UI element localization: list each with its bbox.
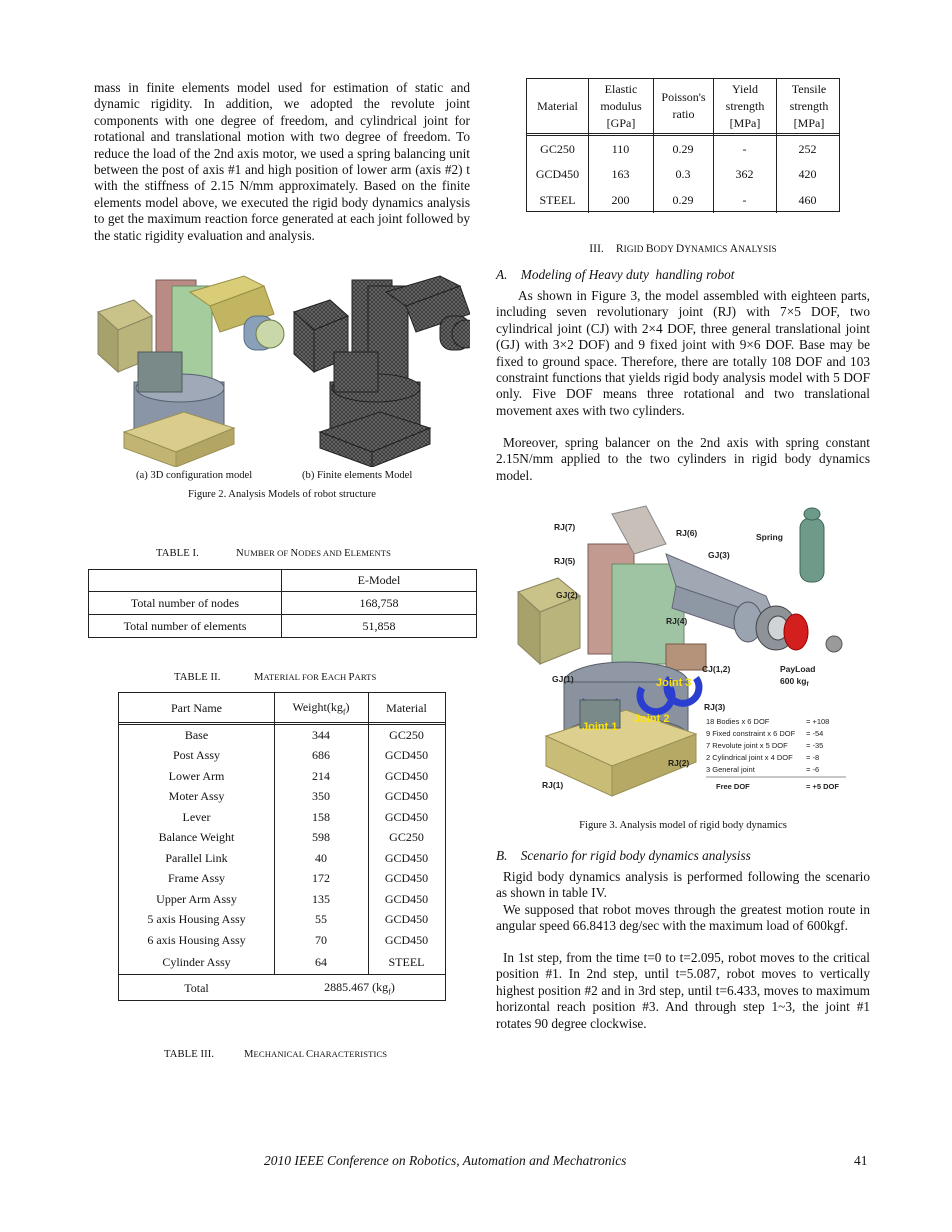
table-2-cell: 344 xyxy=(312,727,330,742)
table-3-header-material: Material xyxy=(537,98,578,113)
label-gj2: GJ(2) xyxy=(556,590,578,600)
table-2-cell: 40 xyxy=(315,850,327,865)
dof-row-value: = -54 xyxy=(806,729,824,738)
label-gj3: GJ(3) xyxy=(708,550,730,560)
table-2-cell: Base xyxy=(184,727,209,742)
paragraph-a1: As shown in Figure 3, the model assembled with eighteen parts, including seven revolutionary joint (RJ) with 7×5 DOF, two cylindrical joint (CJ) with 2×4 DOF, three general translational joint (GJ) with 3×2 DOF) and 9 fixed joint with 9×6 DOF. Base may be fixed to ground space. Therefore, there are totally 108 DOF and 103 constraint functions that yields rigid body analysis model with 5 DOF only. Five DOF means three rotational and two translational movement axes with two cylinders. xyxy=(496,288,870,418)
subsection-b-heading: B. Scenario for rigid body dynamics analysiss xyxy=(496,848,751,863)
table-2-cell: GCD450 xyxy=(384,748,429,763)
table-2-cell: Post Assy xyxy=(172,748,221,763)
table-row xyxy=(119,766,445,787)
dof-row-value: = +108 xyxy=(806,717,830,726)
table-2-cell: 598 xyxy=(312,830,330,845)
paragraph-b3: In 1st step, from the time t=0 to t=2.095, robot moves to the critical position #1. In 2nd step, until t=5.087, robot moves to vertically highest position #2 and in 3rd step, until t=6.433, moves to maximum horizontal reach position #3. And through step 1~3, the joint #1 rotates 90 degree clockwise. xyxy=(496,950,870,1031)
label-joint1: Joint 1 xyxy=(582,721,618,733)
table-2-cell: STEEL xyxy=(388,954,425,969)
table-2-cell: 55 xyxy=(315,912,327,927)
dof-row-label: 2 Cylindrical joint x 4 DOF xyxy=(706,753,793,762)
label-rj2: RJ(2) xyxy=(668,758,690,768)
table-2-cell: 70 xyxy=(315,932,327,947)
figure-2-images xyxy=(94,262,470,467)
robot-models-illustration xyxy=(94,262,470,467)
robot-fe-model xyxy=(294,276,470,467)
table-row xyxy=(119,746,445,767)
table-2-cell: Moter Assy xyxy=(168,789,225,804)
table-2-cell: 158 xyxy=(312,809,330,824)
table-row xyxy=(527,136,839,162)
table-2-cell: GCD450 xyxy=(384,871,429,886)
table-1-caption: NUMBER OF NODES AND ELEMENTS xyxy=(236,548,391,559)
table-2-cell: 214 xyxy=(312,768,330,783)
table-row xyxy=(119,910,445,931)
table-3-header-poisson: Poisson's ratio xyxy=(661,90,706,121)
table-2-header-material: Material xyxy=(386,700,427,715)
paragraph-a2: Moreover, spring balancer on the 2nd axis with spring constant 2.15N/mm applied to the two cylinders in rigid body dynamics model. xyxy=(496,435,870,483)
label-rj5: RJ(5) xyxy=(554,556,576,566)
table-2-total-label: Total xyxy=(184,980,209,995)
table-3-label: TABLE III. xyxy=(164,1049,215,1060)
table-1-cell: Total number of nodes xyxy=(89,592,282,615)
label-rj4: RJ(4) xyxy=(666,616,688,626)
table-row xyxy=(527,187,839,213)
table-3-cell: - xyxy=(742,141,747,156)
table-2-cell: 64 xyxy=(315,954,327,969)
table-2-label: TABLE II. xyxy=(174,672,221,683)
table-2-cell: Lower Arm xyxy=(168,768,225,783)
table-3-cell: 0.29 xyxy=(672,192,694,207)
footer-conference: 2010 IEEE Conference on Robotics, Automation and Mechatronics xyxy=(264,1153,627,1168)
label-joint2: Joint 2 xyxy=(634,713,670,725)
table-1-label: TABLE I. xyxy=(156,548,199,559)
table-1 xyxy=(88,569,477,638)
label-rj7: RJ(7) xyxy=(554,522,576,532)
dof-row-value: = -35 xyxy=(806,741,824,750)
table-2-cell: GC250 xyxy=(389,727,424,742)
table-3-caption: MECHANICAL CHARACTERISTICS xyxy=(244,1049,388,1060)
label-payload: PayLoad xyxy=(780,664,816,674)
table-3-body xyxy=(527,136,839,213)
dof-free-value: = +5 DOF xyxy=(806,782,839,791)
table-2-cell: Cylinder Assy xyxy=(162,954,231,969)
table-3-cell: 420 xyxy=(798,167,817,181)
table-2-cell: 350 xyxy=(312,789,330,804)
paragraph-b1: Rigid body dynamics analysis is performed following the scenario as shown in table IV. xyxy=(496,869,870,901)
table-row xyxy=(527,162,839,187)
table-2-cell: 6 axis Housing Assy xyxy=(147,932,246,947)
table-row xyxy=(119,848,445,869)
table-2-body xyxy=(119,725,445,974)
table-2-cell: GCD450 xyxy=(384,789,429,804)
table-3-cell: 460 xyxy=(798,192,817,207)
label-spring: Spring xyxy=(756,532,783,542)
table-3-cell: 163 xyxy=(611,167,630,181)
table-1-cell: 51,858 xyxy=(282,615,477,638)
table-2-cell: 172 xyxy=(312,871,330,886)
table-2-cell: 5 axis Housing Assy xyxy=(147,912,246,927)
table-3-header-yield: Yield strength [MPa] xyxy=(725,82,765,130)
label-rj1: RJ(1) xyxy=(542,780,564,790)
table-3-cell: 252 xyxy=(798,141,817,156)
table-2-cell: GCD450 xyxy=(384,891,429,906)
paragraph-b2: We supposed that robot moves through the greatest motion route in angular speed 66.8413 deg/sec with the maximum load of 600kgf. xyxy=(496,902,870,934)
table-2-cell: GCD450 xyxy=(384,768,429,783)
table-1-cell: 168,758 xyxy=(282,592,477,615)
label-joint3: Joint 3 xyxy=(656,677,692,689)
table-1-header-emodel: E-Model xyxy=(282,570,477,592)
figure-3-caption: Figure 3. Analysis model of rigid body dynamics xyxy=(579,820,787,831)
table-row xyxy=(119,787,445,808)
section-3-heading: III. RIGID BODY DYNAMICS ANALYSIS xyxy=(589,243,777,255)
label-rj6: RJ(6) xyxy=(676,528,698,538)
table-2-cell: GC250 xyxy=(389,830,424,845)
table-row xyxy=(119,828,445,849)
dof-row-label: 18 Bodies x 6 DOF xyxy=(706,717,770,726)
table-row xyxy=(119,951,445,974)
table-2-cell: Parallel Link xyxy=(165,850,228,865)
table-2-total-value: 2885.467 $(kg_f)$ xyxy=(324,979,395,997)
dof-row-value: = -6 xyxy=(806,765,820,774)
table-3-cell: GC250 xyxy=(540,141,575,156)
table-3-cell: STEEL xyxy=(539,192,576,207)
table-2-header-weight: $Weight(kg_f)$ xyxy=(292,699,350,717)
table-2-cell: Upper Arm Assy xyxy=(156,891,237,906)
dof-row-label: 7 Revolute joint x 5 DOF xyxy=(706,741,788,750)
table-3-cell: 0.3 xyxy=(675,167,691,181)
figure-2-caption: Figure 2. Analysis Models of robot structure xyxy=(187,489,377,500)
table-row xyxy=(119,807,445,828)
robot-3d-model xyxy=(98,276,284,467)
table-1-cell: Total number of elements xyxy=(89,615,282,638)
table-2 xyxy=(118,692,446,1001)
table-2-cell: 135 xyxy=(312,891,330,906)
figure-2b-subcaption: (b) Finite elements Model xyxy=(302,470,413,481)
table-2-cell: Lever xyxy=(182,809,211,824)
dof-row-label: 3 General joint xyxy=(706,765,755,774)
table-3-cell: 0.29 xyxy=(672,141,694,156)
table-3-cell: - xyxy=(742,192,747,207)
table-2-header-part: Part Name xyxy=(171,700,222,715)
table-1-header-empty xyxy=(89,570,282,592)
table-2-cell: GCD450 xyxy=(384,932,429,947)
dof-row-value: = -8 xyxy=(806,753,820,762)
dof-row-label: 9 Fixed constraint x 6 DOF xyxy=(706,729,796,738)
dof-summary xyxy=(706,717,846,791)
table-3-cell: 110 xyxy=(611,141,630,156)
label-gj1: GJ(1) xyxy=(552,674,574,684)
table-3-cell: 362 xyxy=(735,167,754,181)
table-row xyxy=(119,725,445,746)
robot-rigid-model xyxy=(518,506,842,796)
table-2-cell: 686 xyxy=(312,748,330,763)
table-2-caption: MATERIAL FOR EACH PARTS xyxy=(254,672,377,683)
figure-2a-subcaption: (a) 3D configuration model xyxy=(136,470,253,481)
subsection-a-heading: A. Modeling of Heavy duty handling robot xyxy=(496,267,735,282)
table-3-header-elastic: Elastic modulus [GPa] xyxy=(600,82,642,130)
page-number: 41 xyxy=(854,1153,868,1168)
table-3-header-tensile: Tensile strength [MPa] xyxy=(789,82,829,130)
left-paragraph-1: mass in finite elements model used for estimation of static and dynamic rigidity. In addition, we adopted the revolute joint components with one degree of freedom, and cylindrical joint for rotational and translational motion with two degree of freedom. To reduce the load of the 2nd axis motor, we used a spring balancing unit between the post of axis #1 and high position of lower arm (axis #2) t with the stiffness of 2.15 N/mm approximately. Based on the finite elements model above, we executed the rigid body dynamics analysis to get the maximum reaction force generated at each joint followed by the static rigidity evaluation and analysis. xyxy=(94,80,470,243)
table-2-cell: GCD450 xyxy=(384,809,429,824)
label-payload-value: 600 $kg_f$ xyxy=(780,676,809,688)
rigid-body-model-illustration xyxy=(516,504,856,806)
table-row xyxy=(119,869,445,890)
table-row xyxy=(119,889,445,910)
figure-3-image xyxy=(516,504,856,806)
table-2-cell: Balance Weight xyxy=(158,830,235,845)
table-3-cell: 200 xyxy=(611,192,630,207)
table-2-cell: GCD450 xyxy=(384,850,429,865)
table-2-cell: Frame Assy xyxy=(168,871,225,886)
label-cj12: CJ(1,2) xyxy=(702,664,731,674)
dof-free-label: Free DOF xyxy=(716,782,750,791)
table-3 xyxy=(526,78,840,212)
table-3-cell: GCD450 xyxy=(535,167,580,181)
table-row xyxy=(119,930,445,951)
table-2-cell: GCD450 xyxy=(384,912,429,927)
label-rj3: RJ(3) xyxy=(704,702,726,712)
